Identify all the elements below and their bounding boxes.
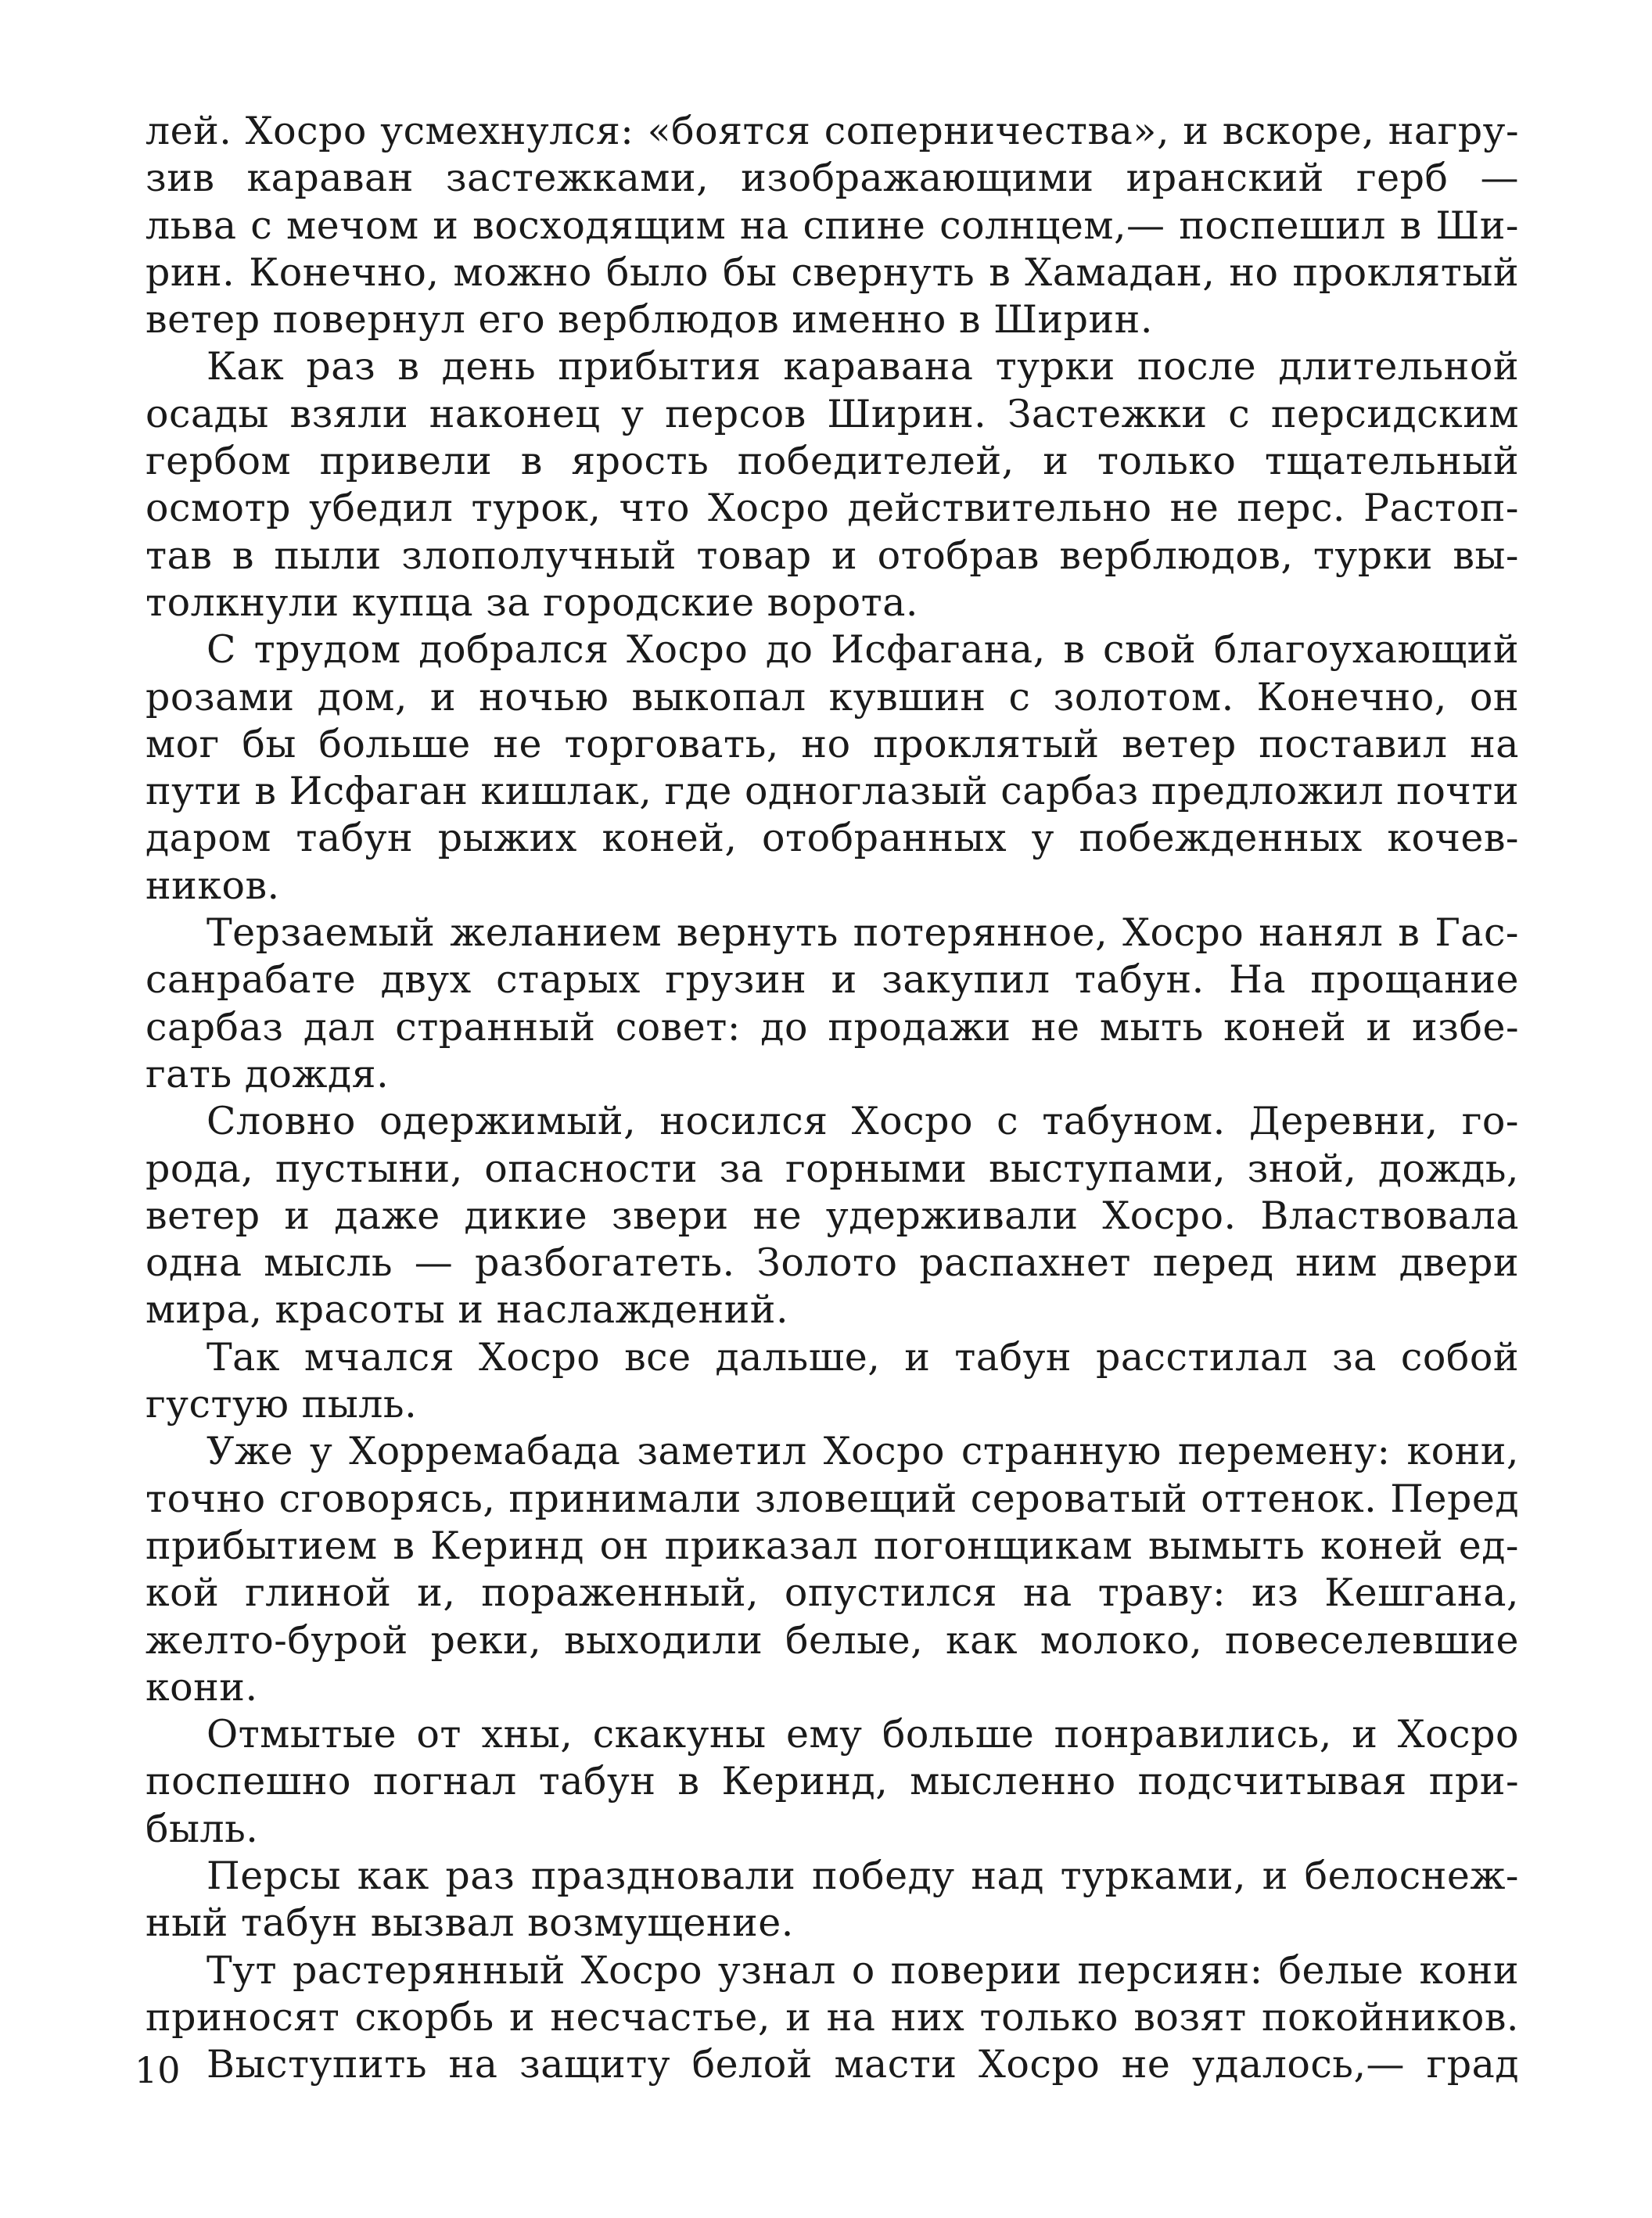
text-line: лей. Хосро усмехнулся: «боятся соперничества», и вскоре, нагру- <box>145 109 1519 153</box>
text-line: Так мчался Хосро все дальше, и табун расстилал за собой <box>206 1334 1519 1380</box>
text-line: быль. <box>145 1806 259 1851</box>
text-line: санрабате двух старых грузин и закупил табун. На прощание <box>145 957 1519 1003</box>
text-line: зив караван застежками, изображающими иранский герб — <box>145 156 1519 201</box>
text-line: густую пыль. <box>145 1382 418 1427</box>
text-line: Как раз в день прибытия каравана турки после длительной <box>206 344 1519 389</box>
text-line: поспешно погнал табун в Керинд, мысленно подсчитывая при- <box>145 1759 1519 1804</box>
text-line: прибытием в Керинд он приказал погонщикам вымыть коней ед- <box>145 1523 1519 1568</box>
text-line: осады взяли наконец у персов Ширин. Застежки с персидским <box>145 391 1519 436</box>
text-line: точно сговорясь, принимали зловещий сероватый оттенок. Перед <box>145 1476 1519 1521</box>
text-line: розами дом, и ночью выкопал кувшин с золотом. Конечно, он <box>145 674 1519 720</box>
text-line: толкнули купца за городские ворота. <box>145 580 919 625</box>
text-line: одна мысль — разбогатеть. Золото распахнет перед ним двери <box>145 1240 1519 1286</box>
text-line: осмотр убедил турок, что Хосро действительно не перс. Растоп- <box>145 486 1519 531</box>
text-line: Выступить на защиту белой масти Хосро не удалось,— град <box>206 2042 1519 2087</box>
text-line: сарбаз дал странный совет: до продажи не мыть коней и избе- <box>145 1004 1519 1050</box>
text-line: кони. <box>145 1664 258 1710</box>
text-line: ветер повернул его верблюдов именно в Ширин. <box>145 297 1153 343</box>
text-line: Словно одержимый, носился Хосро с табуном. Деревни, го- <box>206 1099 1519 1144</box>
text-line: Тут растерянный Хосро узнал о поверии персиян: белые кони <box>206 1947 1519 1993</box>
text-line: рин. Конечно, можно было бы свернуть в Хамадан, но проклятый <box>145 249 1519 295</box>
text-line: гербом привели в ярость победителей, и только тщательный <box>145 439 1519 484</box>
text-line: Персы как раз праздновали победу над турками, и белоснеж- <box>206 1853 1519 1898</box>
text-line: Уже у Хорремабада заметил Хосро странную перемену: кони, <box>206 1429 1519 1474</box>
text-line: приносят скорбь и несчастье, и на них только возят покойников. <box>145 1994 1519 2040</box>
text-line: Терзаемый желанием вернуть потерянное, Хосро нанял в Гас- <box>206 910 1519 956</box>
text-line: тав в пыли злополучный товар и отобрав верблюдов, турки вы- <box>145 533 1519 578</box>
text-line: С трудом добрался Хосро до Исфагана, в свой благоухающий <box>206 627 1519 673</box>
text-line: кой глиной и, пораженный, опустился на траву: из Кешгана, <box>145 1570 1519 1616</box>
text-line: ный табун вызвал возмущение. <box>145 1900 794 1946</box>
text-line: гать дождя. <box>145 1051 390 1096</box>
text-line: мира, красоты и наслаждений. <box>145 1287 789 1333</box>
text-line: ветер и даже дикие звери не удерживали Хосро. Властвовала <box>145 1193 1519 1238</box>
body-text <box>145 108 1519 2088</box>
text-line: даром табун рыжих коней, отобранных у побежденных кочев- <box>145 816 1519 861</box>
text-line: желто-бурой реки, выходили белые, как молоко, повеселевшие <box>145 1617 1519 1663</box>
text-line: Отмытые от хны, скакуны ему больше понравились, и Хосро <box>206 1712 1519 1757</box>
text-line: ников. <box>145 863 280 908</box>
text-line: мог бы больше не торговать, но проклятый ветер поставил на <box>145 721 1519 766</box>
text-line: рода, пустыни, опасности за горными выступами, зной, дождь, <box>145 1146 1519 1191</box>
text-line: пути в Исфаган кишлак, где одноглазый сарбаз предложил почти <box>145 769 1519 814</box>
text-line: льва с мечом и восходящим на спине солнцем,— поспешил в Ши- <box>145 203 1519 248</box>
page-number: 10 <box>135 2049 181 2091</box>
